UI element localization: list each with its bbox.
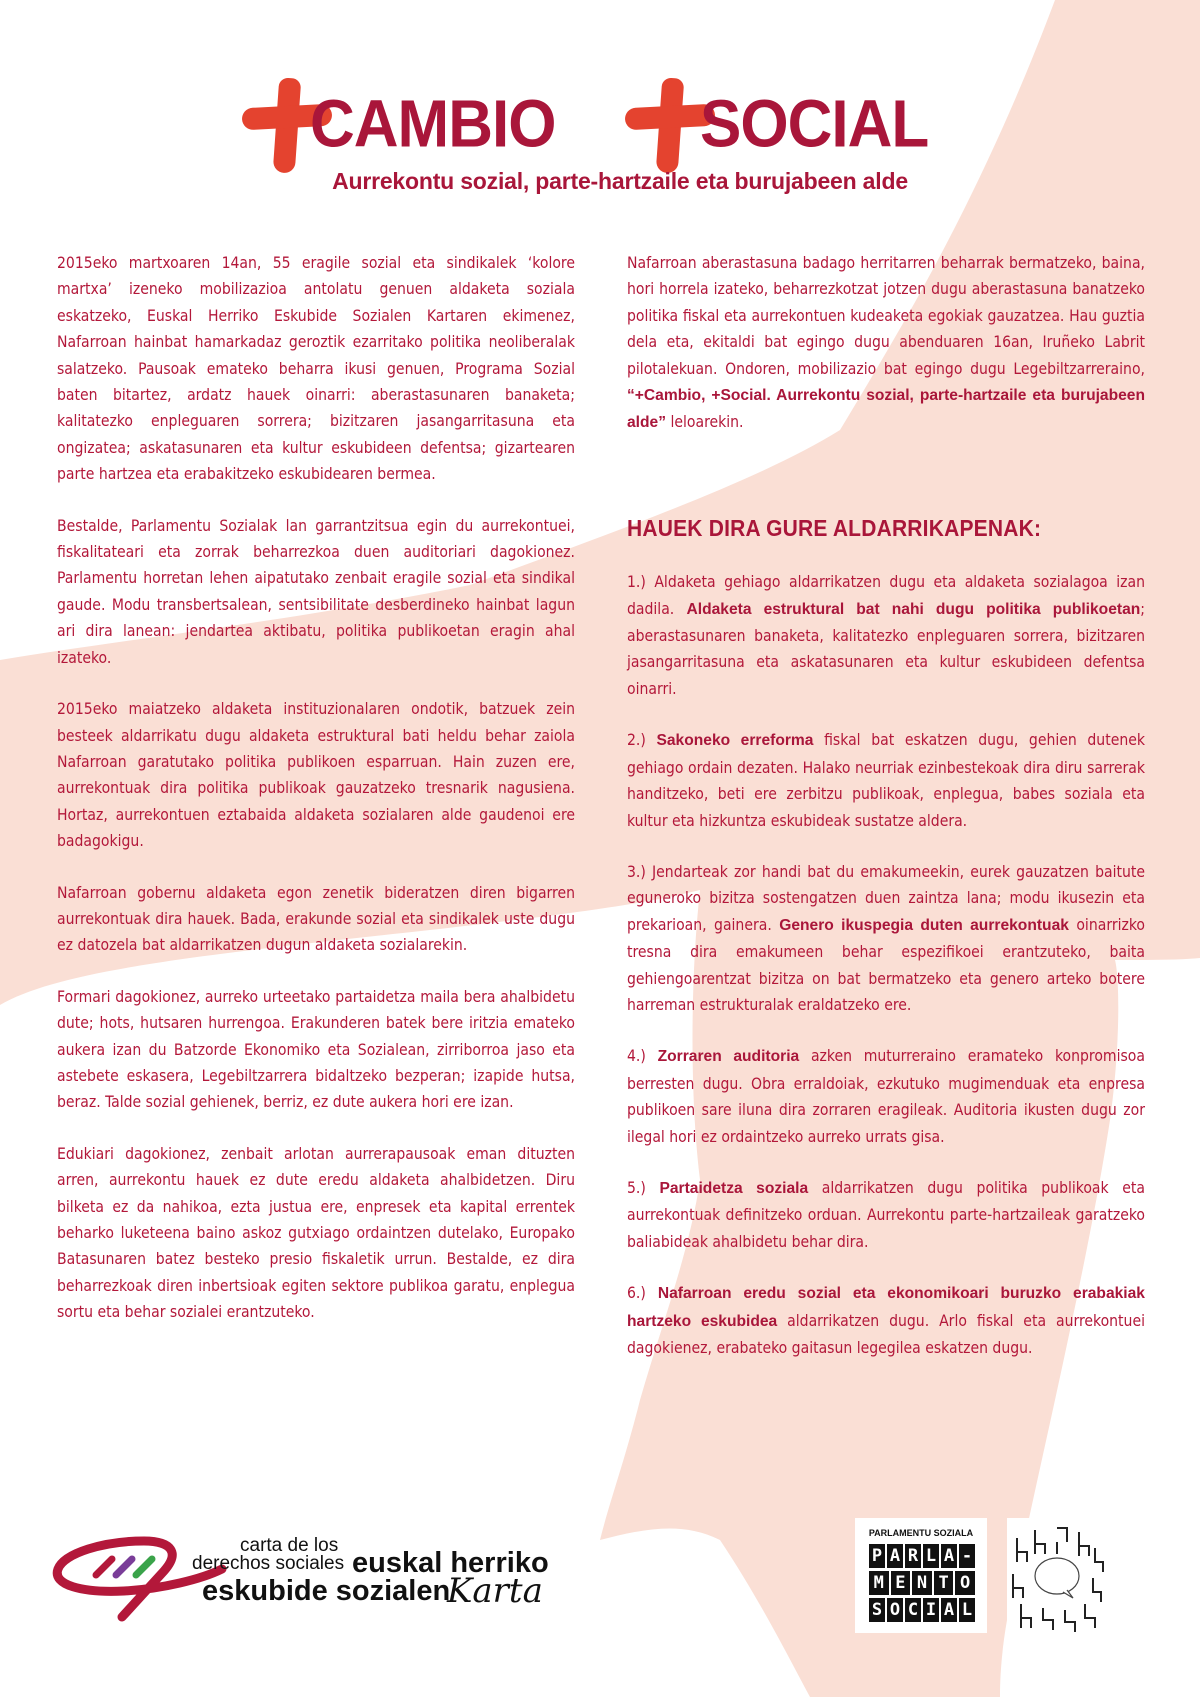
stamp-letter: R xyxy=(905,1544,921,1568)
claim-item xyxy=(627,1043,1145,1150)
intro-paragraph xyxy=(627,250,1145,437)
stamp-letter: - xyxy=(959,1544,975,1568)
stamp-letter: L xyxy=(959,1598,975,1622)
paragraph: 2015eko maiatzeko aldaketa instituzionalaren ondotik, batzuek zein besteek aldarrikatu dugu aldaketa estruktural bati heldu behar zaiola Nafarroan garatutako politika publikoen esparruan. Hain zuzen ere, aurrekontuak dira politika publikoak gauzatzeko tresnarik nagusiena. Hortaz, aurrekontuen eztabaida aldaketa sozialaren alde gaudenoi ere badagokigu. xyxy=(57,700,575,851)
claim-number: 1.) xyxy=(627,573,646,592)
karta-stripe-purple xyxy=(116,1559,132,1575)
stamp-letter: O xyxy=(955,1571,975,1595)
claim-bold: Zorraren auditoria xyxy=(657,1048,800,1066)
karta-line-big-1: euskal herriko xyxy=(352,1547,549,1579)
claim-bold: Genero ikuspegia duten aurrekontuak xyxy=(779,916,1069,934)
claim-before xyxy=(646,731,657,749)
claim-number: 6.) xyxy=(627,1284,646,1303)
claim-number: 5.) xyxy=(627,1178,646,1197)
claim-after: aldarrikatzen dugu. Arlo fiskal eta aurrekontuei dagokienez, erabateko gaitasun legegilea eskatzen dugu. xyxy=(627,1311,1145,1357)
header xyxy=(0,78,1200,194)
paragraph: 2015eko martxoaren 14an, 55 eragile sozial eta sindikalek ‘kolore martxa’ izeneko mobilizazioa antolatu genuen aldaketa soziala eskatzeko, Euskal Herriko Eskubide Sozialen Kartaren ekimenez, Nafarroan hainbat hamarkadaz geroztik ezarritako politika neoliberalak salatzeko. Pausoak emateko beharra ikusi genuen, Programa Sozial baten bitartez, ardatz hauek oinarri: aberastasunaren banaketa; kalitatezko enpleguaren sorrera; bizitzaren jasangarritasuna eta ongizatea; askatasunaren eta kultur eskubideen defentsa; gizartearen parte hartzea eta erabakitzeko eskubidearen bermea. xyxy=(57,254,575,484)
stamp-letter: P xyxy=(869,1544,885,1568)
claim-item xyxy=(627,859,1145,1018)
karta-script: Karta xyxy=(447,1571,543,1611)
claim-number: 3.) xyxy=(627,862,646,881)
speech-bubble-icon xyxy=(1035,1558,1079,1594)
stamp-letter: A xyxy=(887,1544,903,1568)
claim-before xyxy=(646,1179,660,1197)
right-column xyxy=(627,250,1145,1386)
stamp-letter: L xyxy=(923,1544,939,1568)
claim-number: 2.) xyxy=(627,731,646,750)
parlamentu-caption: PARLAMENTU SOZIALA xyxy=(868,1528,974,1538)
chairs-circle-icon xyxy=(1007,1518,1107,1633)
title-word-social: SOCIAL xyxy=(700,87,929,162)
stamp-letter: M xyxy=(869,1571,889,1595)
paragraph: Bestalde, Parlamentu Sozialak lan garrantzitsua egin du aurrekontuei, fiskalitateari eta zorrak beharrezkoa duen auditoriari dagokionez. Parlamentu horretan lehen aipatutako zenbait eragile sozial eta sindikal gaude. Modu transbertsalean, sentsibilitate desberdineko hainbat lagun ari dira lanean: jendartea aktibatu, politika publikoetan eragin ahal izateko. xyxy=(57,516,575,667)
intro-text: Nafarroan aberastasuna badago herritarren beharrak bermatzeko, baina, hori horrela izateko, beharrezkotzat jotzen dugu aberastasuna banatzeko politika fiskal eta aurrekontuen kudeaketa egokiak gauzatzea. Hau guztia dela eta, ekitaldi bat egingo dugu abenduaren 16an, Iruñeko Labrit pilotalekuan. Ondoren, mobilizazio bat egingo dugu Legebiltzarreraino, xyxy=(627,254,1145,378)
section-title: HAUEK DIRA GURE ALDARRIKAPENAK: xyxy=(627,515,1042,542)
intro-after: leloarekin. xyxy=(666,413,744,432)
intro-slogan: “+Cambio, +Social. Aurrekontu sozial, parte-hartzaile eta burujabeen alde” xyxy=(627,387,1145,432)
claim-item xyxy=(627,569,1145,702)
karta-logo xyxy=(52,1535,552,1625)
stamp-letter: A xyxy=(941,1544,957,1568)
stamp-letter: E xyxy=(891,1571,911,1595)
claim-after: ; aberastasunaren banaketa, kalitatezko enpleguaren sorrera, bizitzaren jasangarritasuna eta askatasunaren eta kultur eskubideen defentsa oinarri. xyxy=(627,599,1145,698)
stamp-row xyxy=(869,1544,975,1568)
claim-item xyxy=(627,1280,1145,1361)
paragraph: Nafarroan gobernu aldaketa egon zenetik bideratzen diren bigarren aurrekontuak dira hauek. Bada, erakunde sozial eta sindikalek uste dugu ez datozela bat aldarrikatzen dugun aldaketa sozialarekin. xyxy=(57,883,575,955)
claim-bold: Sakoneko erreforma xyxy=(656,732,814,750)
karta-line-small-2: derechos sociales xyxy=(192,1553,345,1574)
stamp-letter: C xyxy=(905,1598,921,1622)
claim-number: 4.) xyxy=(627,1047,646,1066)
stamp-letter: T xyxy=(934,1571,954,1595)
claim-before: Aldaketa gehiago aldarrikatzen dugu eta aldaketa sozialagoa izan dadila. xyxy=(627,573,1145,618)
stamp-letter: S xyxy=(869,1598,885,1622)
claim-bold: Nafarroan eredu sozial eta ekonomikoari buruzko erabakiak hartzeko eskubidea xyxy=(627,1285,1145,1330)
stamp-row xyxy=(869,1598,975,1622)
claim-bold: Aldaketa estruktural bat nahi dugu politika publikoetan xyxy=(686,600,1141,618)
parlamentu-soziala-logo xyxy=(855,1518,987,1633)
claim-after: azken muturreraino eramateko konpromisoa berresten dugu. Obra erraldoiak, ezkutuko mugimenduak eta enpresa publikoen sare iluna dira zorraren eragileak. Auditoria ikusten dugu zor ilegal hori ez ordaintzeko aurreko urrats gisa. xyxy=(627,1047,1145,1146)
claim-after: oinarrizko tresna dira emakumeen behar espezifikoei erantzuteko, baita gehiengoarentzat bizitza on bat bermatzeko eta genero arteko botere harreman estrukturalak eraldatzeko ere. xyxy=(627,915,1145,1014)
karta-stripe-green xyxy=(136,1559,152,1575)
title-logo xyxy=(242,78,962,168)
stamp-letter: I xyxy=(923,1598,939,1622)
claim-before: Jendarteak zor handi bat du emakumeekin, eurek gauzatzen baitute eguneroko bizitza sostengatzen duen zaintza lana; modu ikusezin eta prekarioan, gainera. xyxy=(627,862,1145,934)
karta-stripe-red xyxy=(96,1559,112,1575)
stamp-letter: O xyxy=(887,1598,903,1622)
claim-before xyxy=(646,1284,658,1302)
karta-line-small-1: carta de los xyxy=(240,1535,339,1556)
stamp-letter: N xyxy=(912,1571,932,1595)
claim-before xyxy=(646,1047,658,1065)
paragraph: Edukiari dagokionez, zenbait arlotan aurrerapausoak eman dituzten arren, aurrekontu hauek ez dute eredu aldaketa ahalbidetzen. Diru bilketa ez da nahikoa, ezta justua ere, enpresek eta kapital errentek beharko luketeena baino askoz gutxiago ordaintzen dutelako, Europako Batasunaren batez besteko presio fiskaletik urrun. Bestalde, ez dira beharrezkoak diren inbertsioak egiten sektore publikoa garatu, enplegua sortu eta behar sozialei erantzuteko. xyxy=(57,1144,575,1322)
claim-bold: Partaidetza soziala xyxy=(659,1179,809,1197)
paragraph: Formari dagokionez, aurreko urteetako partaidetza maila bera ahalbidetu dute; hots, hutsaren hurrengoa. Erakunderen batek bere iritzia emateko aukera izan du Batzorde Ekonomiko eta Sozialean, zirriborroa jaso eta astebete eskasera, Legebiltzarrera bidaltzeko bezperan; izapide hutsa, beraz. Talde sozial gehienek, berriz, ez dute aukera hori ere izan. xyxy=(57,987,575,1112)
title-word-cambio: CAMBIO xyxy=(310,87,556,162)
chairs-illustration xyxy=(1007,1518,1107,1633)
left-column xyxy=(57,250,575,1351)
claim-after: aldarrikatzen dugu politika publikoak eta aurrekontuak definitzeko orduan. Aurrekontu parte-hartzaileak garatzeko baliabideak ahalbidetu behar dira. xyxy=(627,1178,1145,1251)
claim-after: fiskal bat eskatzen dugu, gehien dutenek gehiago ordain dezaten. Halako neurriak ezinbestekoak dira diru sarrerak handitzeko, beti ere zerbitzu publikoak, enplegua, babes soziala eta kultur eta hizkuntza eskubideak sustatze aldera. xyxy=(627,731,1145,830)
subtitle: Aurrekontu sozial, parte-hartzaile eta burujabeen alde xyxy=(332,168,908,194)
stamp-letter: A xyxy=(941,1598,957,1622)
claim-item xyxy=(627,727,1145,834)
claim-item xyxy=(627,1175,1145,1255)
stamp-row xyxy=(869,1571,975,1595)
karta-line-big-2: eskubide sozialen xyxy=(202,1575,451,1607)
parlamento-social-stamp xyxy=(869,1544,975,1625)
